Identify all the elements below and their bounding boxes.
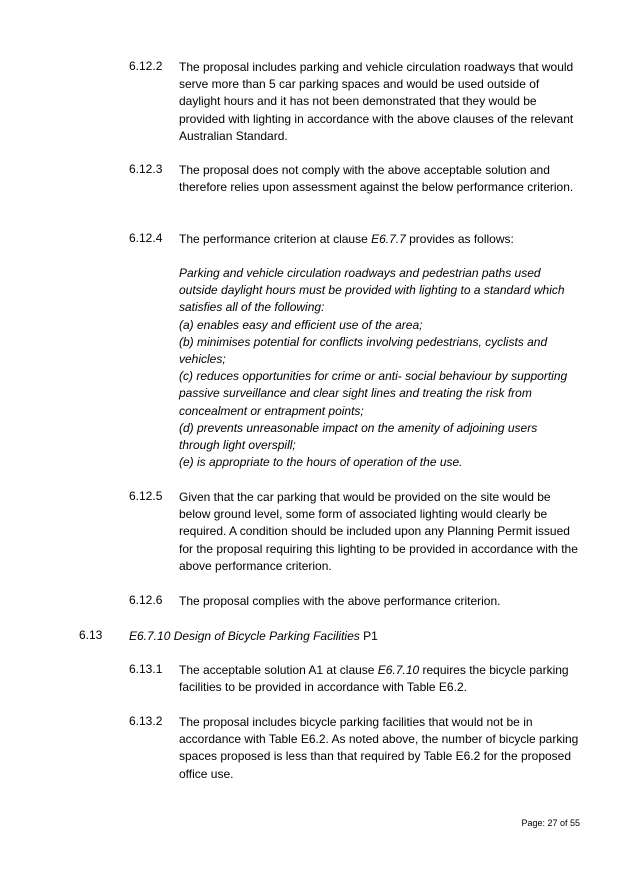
clause-text-before: The performance criterion at clause (179, 232, 372, 246)
quote-item-b: (b) minimises potential for conflicts involving pedestrians, cyclists and vehicles; (179, 334, 548, 367)
clause-number: 6.12.6 (129, 593, 163, 607)
clause-text-after: provides as follows: (405, 232, 514, 246)
clause-number: 6.13.1 (129, 662, 163, 676)
clause-number: 6.12.4 (129, 231, 163, 245)
clause-number: 6.12.3 (129, 162, 163, 176)
section-number: 6.13 (79, 628, 103, 642)
clause-text: The proposal complies with the above performance criterion. (179, 594, 501, 608)
quote-intro: Parking and vehicle circulation roadways and pedestrian paths used outside daylight hours must be provided with lighting to a standard which satisfies all of the following: (179, 266, 565, 315)
quote-item-c: (c) reduces opportunities for crime or anti- social behaviour by supporting passive surveillance and clear sight lines and treating the risk from concealment or entrapment points; (179, 369, 568, 418)
section-title-italic: E6.7.10 Design of Bicycle Parking Facilities (129, 629, 360, 643)
clause-number: 6.13.2 (129, 714, 163, 728)
performance-criterion-quote (179, 265, 579, 471)
quote-item-e: (e) is appropriate to the hours of operation of the use. (179, 455, 463, 470)
section-title (129, 628, 378, 645)
clause-reference: E6.7.7 (371, 232, 406, 246)
clause-text: The proposal does not comply with the above acceptable solution and therefore relies upon assessment against the below performance criterion. (179, 163, 574, 195)
section-title-suffix: P1 (359, 629, 378, 643)
clause-text-before: The acceptable solution A1 at clause (179, 663, 378, 677)
clause-number: 6.12.2 (129, 59, 163, 73)
clause-reference: E6.7.10 (377, 663, 420, 677)
quote-item-a: (a) enables easy and efficient use of the area; (179, 317, 423, 332)
clause-text-after: requires the bicycle parking facilities to be provided in accordance with Table E6.2. (179, 663, 569, 695)
clause-number: 6.12.5 (129, 489, 163, 503)
quote-item-d: (d) prevents unreasonable impact on the amenity of adjoining users through light overspill; (179, 420, 538, 453)
page-number: Page: 27 of 55 (521, 818, 580, 828)
clause-text: The proposal includes parking and vehicle circulation roadways that would serve more than 5 car parking spaces and would be used outside of daylight hours and it has not been demonstrated that they would be provided with lighting in accordance with the above clauses of the relevant Australian Standard. (179, 60, 574, 143)
clause-text: Given that the car parking that would be provided on the site would be below ground level, some form of associated lighting would clearly be required. A condition should be included upon any Planning Permit issued for the proposal requiring this lighting to be provided in accordance with the above performance criterion. (179, 490, 578, 573)
clause-text (179, 662, 579, 696)
clause-text: The proposal includes bicycle parking facilities that would not be in accordance with Table E6.2. As noted above, the number of bicycle parking spaces proposed is less than that required by Table E6.2 for the proposed office use. (179, 715, 579, 781)
clause-text (179, 231, 579, 248)
